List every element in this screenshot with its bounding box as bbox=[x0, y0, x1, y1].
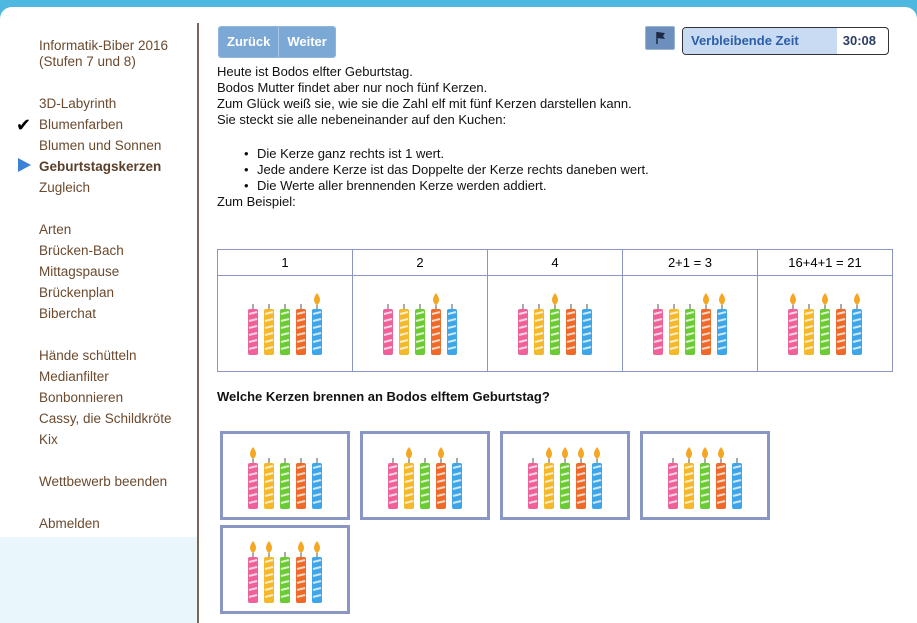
sidebar-item-brueckenplan[interactable]: Brückenplan bbox=[39, 285, 115, 300]
example-value-cell: 1 bbox=[218, 250, 353, 276]
sidebar-item-mittagspause[interactable]: Mittagspause bbox=[39, 264, 120, 279]
candle-row bbox=[353, 292, 487, 356]
intro-line: Bodos Mutter findet aber nur noch fünf Kerzen. bbox=[217, 80, 488, 95]
sidebar-item-haende-schuetteln[interactable]: Hände schütteln bbox=[39, 348, 137, 363]
unlit-candle bbox=[685, 304, 695, 355]
candle-row bbox=[223, 540, 347, 604]
answer-option-c[interactable] bbox=[500, 431, 630, 520]
example-candles-cell bbox=[353, 276, 488, 372]
unlit-candle bbox=[264, 458, 274, 509]
flame-icon bbox=[314, 541, 320, 553]
rule-item: • Die Kerze ganz rechts ist 1 wert. bbox=[257, 146, 897, 162]
unlit-candle bbox=[534, 304, 544, 355]
lit-candle bbox=[576, 447, 586, 509]
sidebar-item-zugleich[interactable]: Zugleich bbox=[39, 180, 91, 195]
unlit-candle bbox=[388, 458, 398, 509]
lit-candle bbox=[264, 541, 274, 603]
example-candles-cell bbox=[623, 276, 758, 372]
checkmark-icon: ✔ bbox=[16, 115, 32, 135]
intro-line: Zum Glück weiß sie, wie sie die Zahl elf mit fünf Kerzen darstellen kann. bbox=[217, 96, 632, 111]
current-arrow-icon bbox=[18, 158, 31, 172]
lit-candle bbox=[701, 293, 711, 355]
candles-graphic bbox=[515, 292, 595, 356]
unlit-candle bbox=[804, 304, 814, 355]
example-value-cell: 4 bbox=[488, 250, 623, 276]
sidebar-item-geburtstagskerzen[interactable]: Geburtstagskerzen bbox=[39, 159, 162, 174]
candle-row bbox=[758, 292, 892, 356]
unlit-candle bbox=[280, 304, 290, 355]
unlit-candle bbox=[280, 458, 290, 509]
lit-candle bbox=[550, 293, 560, 355]
candles-graphic bbox=[245, 292, 325, 356]
contest-title-line1: Informatik-Biber 2016 bbox=[39, 38, 169, 53]
rule-item: • Die Werte aller brennenden Kerze werden addiert. bbox=[257, 178, 897, 194]
unlit-candle bbox=[383, 304, 393, 355]
unlit-candle bbox=[566, 304, 576, 355]
lit-candle bbox=[312, 541, 322, 603]
sidebar-item-medianfilter[interactable]: Medianfilter bbox=[39, 369, 109, 384]
timer-value: 30:08 bbox=[842, 33, 876, 48]
candle-row bbox=[623, 292, 757, 356]
flame-icon bbox=[822, 293, 828, 305]
candles-graphic bbox=[650, 292, 730, 356]
flag-button[interactable] bbox=[645, 26, 675, 50]
unlit-candle bbox=[447, 304, 457, 355]
lit-candle bbox=[700, 447, 710, 509]
candle-row bbox=[223, 446, 347, 510]
logout-link[interactable]: Abmelden bbox=[39, 516, 100, 531]
flame-icon bbox=[552, 293, 558, 305]
lit-candle bbox=[296, 541, 306, 603]
sidebar-item-cassy[interactable]: Cassy, die Schildkröte bbox=[39, 411, 172, 426]
unlit-candle bbox=[415, 304, 425, 355]
sidebar-item-bruecken-bach[interactable]: Brücken-Bach bbox=[39, 243, 124, 258]
unlit-candle bbox=[420, 458, 430, 509]
task-text bbox=[217, 64, 897, 210]
lit-candle bbox=[248, 541, 258, 603]
nav-button-group bbox=[218, 26, 336, 58]
candles-graphic bbox=[245, 446, 325, 510]
sidebar-footer bbox=[0, 537, 197, 623]
example-value-cell: 2+1 = 3 bbox=[623, 250, 758, 276]
flame-icon bbox=[578, 447, 584, 459]
flame-icon bbox=[703, 293, 709, 305]
example-label: Zum Beispiel: bbox=[217, 194, 296, 209]
answer-option-b[interactable] bbox=[360, 431, 490, 520]
contest-title bbox=[39, 38, 168, 70]
lit-candle bbox=[717, 293, 727, 355]
flame-icon bbox=[854, 293, 860, 305]
flame-icon bbox=[298, 541, 304, 553]
unlit-candle bbox=[653, 304, 663, 355]
back-button[interactable]: Zurück bbox=[219, 27, 278, 57]
flame-icon bbox=[790, 293, 796, 305]
candles-graphic bbox=[785, 292, 865, 356]
example-value-cell: 2 bbox=[353, 250, 488, 276]
lit-candle bbox=[544, 447, 554, 509]
sidebar-divider bbox=[197, 23, 199, 623]
flame-icon bbox=[702, 447, 708, 459]
sidebar-item-3d-labyrinth[interactable]: 3D-Labyrinth bbox=[39, 96, 117, 111]
flame-icon bbox=[314, 293, 320, 305]
unlit-candle bbox=[528, 458, 538, 509]
end-contest-link[interactable]: Wettbewerb beenden bbox=[39, 474, 168, 489]
unlit-candle bbox=[518, 304, 528, 355]
flame-icon bbox=[719, 293, 725, 305]
flame-icon bbox=[562, 447, 568, 459]
lit-candle bbox=[592, 447, 602, 509]
lit-candle bbox=[820, 293, 830, 355]
unlit-candle bbox=[452, 458, 462, 509]
candle-row bbox=[643, 446, 767, 510]
unlit-candle bbox=[280, 552, 290, 603]
unlit-candle bbox=[264, 304, 274, 355]
example-value-cell: 16+4+1 = 21 bbox=[758, 250, 893, 276]
sidebar-item-blumen-und-sonnen[interactable]: Blumen und Sonnen bbox=[39, 138, 162, 153]
answer-option-e[interactable] bbox=[220, 525, 350, 614]
example-candles-cell bbox=[488, 276, 623, 372]
answer-option-a[interactable] bbox=[220, 431, 350, 520]
intro-line: Sie steckt sie alle nebeneinander auf den Kuchen: bbox=[217, 112, 507, 127]
lit-candle bbox=[431, 293, 441, 355]
lit-candle bbox=[404, 447, 414, 509]
example-table bbox=[217, 249, 893, 372]
lit-candle bbox=[852, 293, 862, 355]
lit-candle bbox=[560, 447, 570, 509]
flame-icon bbox=[546, 447, 552, 459]
next-button[interactable]: Weiter bbox=[278, 27, 335, 57]
lit-candle bbox=[248, 447, 258, 509]
candles-graphic bbox=[245, 540, 325, 604]
unlit-candle bbox=[669, 304, 679, 355]
candle-row bbox=[488, 292, 622, 356]
flame-icon bbox=[433, 293, 439, 305]
lit-candle bbox=[716, 447, 726, 509]
flag-icon bbox=[646, 27, 674, 49]
timer-label: Verbleibende Zeit bbox=[691, 33, 799, 48]
unlit-candle bbox=[248, 304, 258, 355]
example-candles-cell bbox=[758, 276, 893, 372]
flame-icon bbox=[266, 541, 272, 553]
lit-candle bbox=[684, 447, 694, 509]
candles-graphic bbox=[380, 292, 460, 356]
rules-list bbox=[217, 146, 897, 194]
rule-item: • Jede andere Kerze ist das Doppelte der Kerze rechts daneben wert. bbox=[257, 162, 897, 178]
contest-title-line2: (Stufen 7 und 8) bbox=[39, 54, 136, 69]
unlit-candle bbox=[399, 304, 409, 355]
flame-icon bbox=[250, 447, 256, 459]
sidebar-item-bonbonnieren[interactable]: Bonbonnieren bbox=[39, 390, 124, 405]
unlit-candle bbox=[668, 458, 678, 509]
candle-row bbox=[503, 446, 627, 510]
candle-row bbox=[218, 292, 352, 356]
unlit-candle bbox=[296, 458, 306, 509]
candles-graphic bbox=[665, 446, 745, 510]
unlit-candle bbox=[836, 304, 846, 355]
unlit-candle bbox=[296, 304, 306, 355]
remaining-time bbox=[682, 27, 889, 55]
flame-icon bbox=[594, 447, 600, 459]
sidebar-item-blumenfarben[interactable]: Blumenfarben bbox=[39, 117, 124, 132]
example-candles-cell bbox=[218, 276, 353, 372]
candle-row bbox=[363, 446, 487, 510]
candles-graphic bbox=[385, 446, 465, 510]
lit-candle bbox=[436, 447, 446, 509]
question-text: Welche Kerzen brennen an Bodos elftem Geburtstag? bbox=[217, 389, 550, 404]
unlit-candle bbox=[732, 458, 742, 509]
flame-icon bbox=[438, 447, 444, 459]
unlit-candle bbox=[582, 304, 592, 355]
sidebar-item-kix[interactable]: Kix bbox=[39, 432, 58, 447]
lit-candle bbox=[312, 293, 322, 355]
sidebar-item-arten[interactable]: Arten bbox=[39, 222, 72, 237]
answer-option-d[interactable] bbox=[640, 431, 770, 520]
intro-line: Heute ist Bodos elfter Geburtstag. bbox=[217, 64, 413, 79]
lit-candle bbox=[788, 293, 798, 355]
candles-graphic bbox=[525, 446, 605, 510]
flame-icon bbox=[250, 541, 256, 553]
unlit-candle bbox=[312, 458, 322, 509]
flame-icon bbox=[406, 447, 412, 459]
flame-icon bbox=[718, 447, 724, 459]
flame-icon bbox=[686, 447, 692, 459]
sidebar-item-biberchat[interactable]: Biberchat bbox=[39, 306, 97, 321]
sidebar bbox=[10, 7, 197, 537]
